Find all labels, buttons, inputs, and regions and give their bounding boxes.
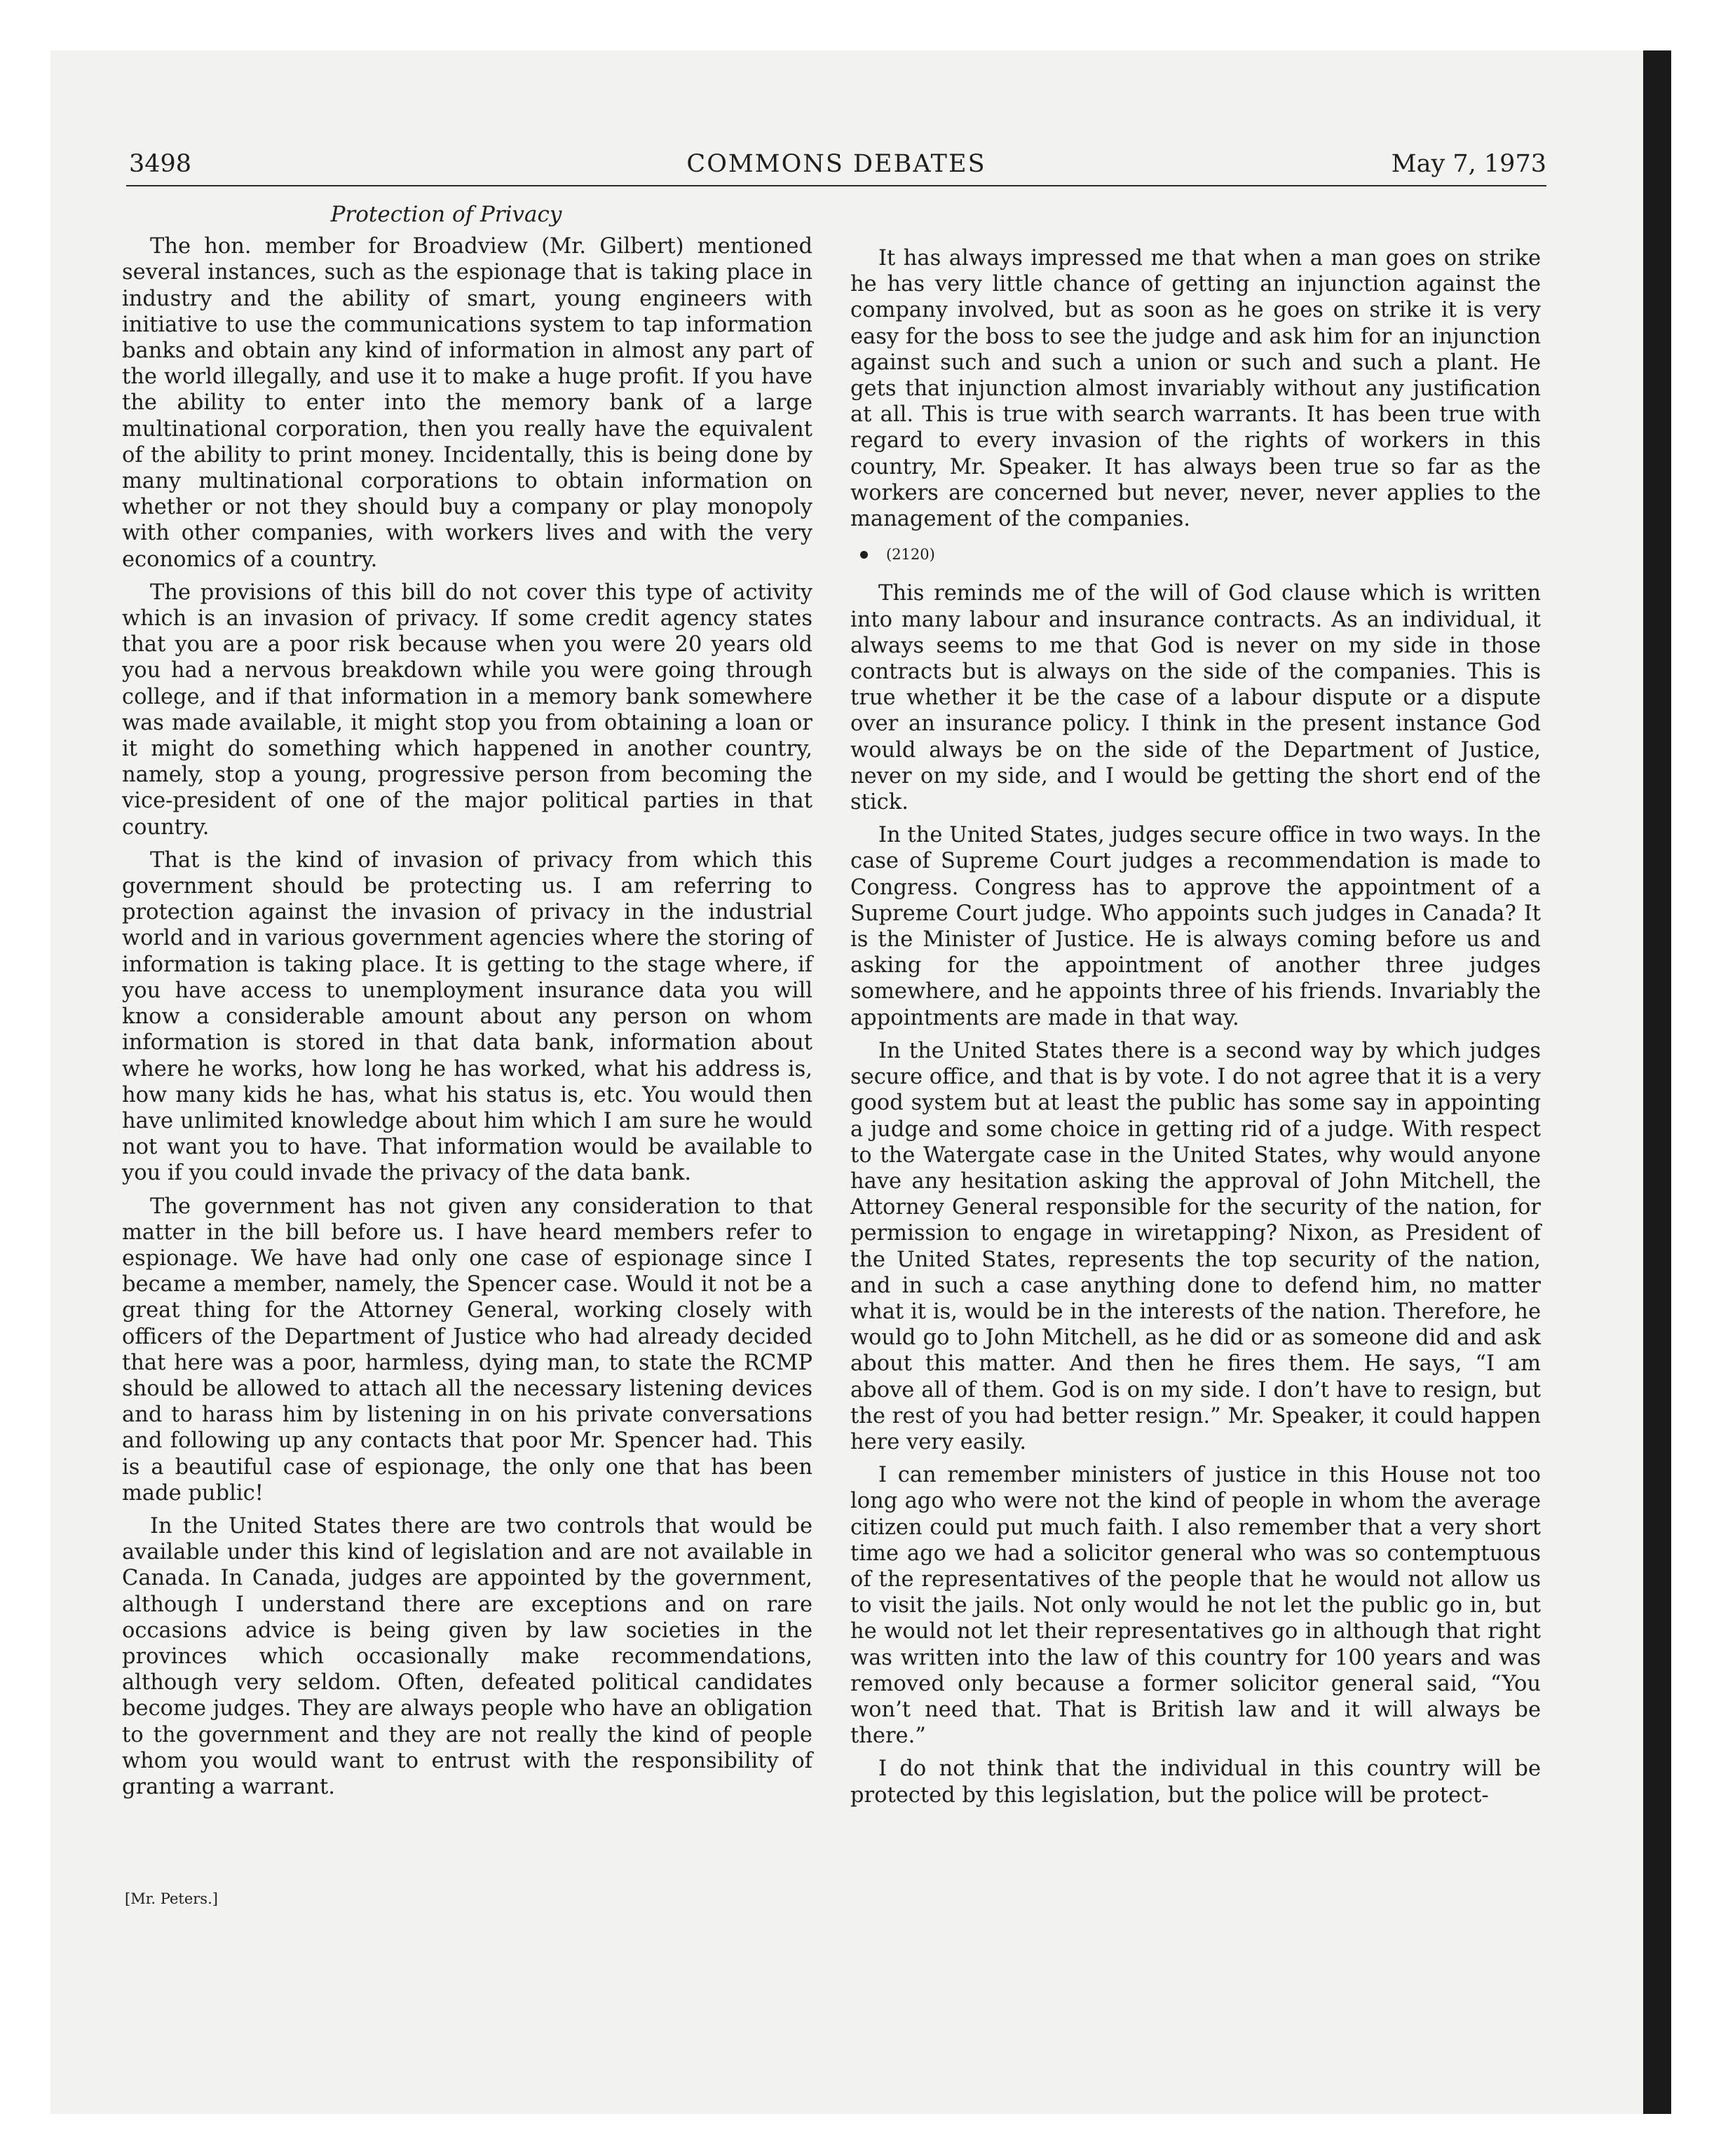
paragraph: I can remember ministers of justice in this House not too long ago who were not the kind of people in whom the average citizen could put much faith. I also remember that a very short time ago we had a solicitor general who was so contemptuous of the representatives of the people that he would not allow us to visit the jails. Not only would he not let the public go in, but he would not let their representatives go in although that right was written into the law of this country for 100 years and was removed only because a former solicitor general said, “You won’t need that. That is British law and it will always be there.” xyxy=(850,1463,1541,1749)
page-date: May 7, 1973 xyxy=(1391,150,1546,178)
paragraph: I do not think that the individual in this country will be protected by this legislation, but the police will be protect- xyxy=(850,1756,1541,1808)
page-header xyxy=(126,150,1546,186)
time-marker xyxy=(850,542,1541,568)
bullet-icon xyxy=(860,551,868,559)
paragraph: The government has not given any consideration to that matter in the bill before us. I have heard members refer to espionage. We have had only one case of espionage since I became a member, namely, the Spencer case. Would it not be a great thing for the Attorney General, working closely with officers of the Department of Justice who had already decided that here was a poor, harmless, dying man, to state the RCMP should be allowed to attach all the necessary listening devices and to harass him by listening in on his private conversations and following up any contacts that poor Mr. Spencer had. This is a beautiful case of espionage, the only one that has been made public! xyxy=(122,1194,812,1506)
paragraph: The hon. member for Broadview (Mr. Gilbert) mentioned several instances, such as the espionage that is taking place in industry and the ability of smart, young engineers with initiative to use the communications system to tap information banks and obtain any kind of information in almost any part of the world illegally, and use it to make a huge profit. If you have the ability to enter into the memory bank of a large multinational corporation, then you really have the equivalent of the ability to print money. Incidentally, this is being done by many multinational corporations to obtain information on whether or not they should buy a company or play monopoly with other companies, with workers lives and with the very economics of a country. xyxy=(122,234,812,572)
page-number: 3498 xyxy=(129,150,192,178)
paragraph: In the United States, judges secure office in two ways. In the case of Supreme Court judges a recommendation is made to Congress. Congress has to approve the appointment of a Supreme Court judge. Who appoints such judges in Canada? It is the Minister of Justice. He is always coming before us and asking for the appointment of another three judges somewhere, and he appoints three of his friends. Invariably the appointments are made in that way. xyxy=(850,823,1541,1030)
left-column xyxy=(122,202,812,1807)
right-column xyxy=(850,245,1541,1815)
scan-edge-shadow xyxy=(1643,50,1671,2114)
paragraph: In the United States there are two controls that would be available under this kind of legislation and are not available in Canada. In Canada, judges are appointed by the government, although I understand there are exceptions and on rare occasions advice is being given by law societies in the provinces which occasionally make recommendations, although very seldom. Often, defeated political candidates become judges. They are always people who have an obligation to the government and they are not really the kind of people whom you would want to entrust with the responsibility of granting a warrant. xyxy=(122,1513,812,1799)
time-marker-text: (2120) xyxy=(886,546,935,564)
paragraph: That is the kind of invasion of privacy from which this government should be protecting us. I am referring to protection against the invasion of privacy in the industrial world and in various government agencies where the storing of information is taking place. It is getting to the stage where, if you have access to unemployment insurance data you will know a considerable amount about any person on whom information is stored in that data bank, information about where he works, how long he has worked, what his address is, how many kids he has, what his status is, etc. You would then have unlimited knowledge about him which I am sure he would not want you to have. That information would be available to you if you could invade the privacy of the data bank. xyxy=(122,847,812,1186)
paragraph: The provisions of this bill do not cover this type of activity which is an invasion of privacy. If some credit agency states that you are a poor risk because when you were 20 years old you had a nervous breakdown while you were going through college, and if that information in a memory bank somewhere was made available, it might stop you from obtaining a loan or it might do something which happened in another country, namely, stop a young, progressive person from becoming the vice-president of one of the major political parties in that country. xyxy=(122,580,812,840)
speaker-tag: [Mr. Peters.] xyxy=(125,1890,218,1907)
section-title: Protection of Privacy xyxy=(330,202,562,227)
paragraph: It has always impressed me that when a man goes on strike he has very little chance of getting an injunction against the company involved, but as soon as he goes on strike it is very easy for the boss to see the judge and ask him for an injunction against such and such a union or such and such a plant. He gets that injunction almost invariably without any justification at all. This is true with search warrants. It has been true with regard to every invasion of the rights of workers in this country, Mr. Speaker. It has always been true so far as the workers are concerned but never, never, never applies to the management of the companies. xyxy=(850,246,1541,532)
paragraph: This reminds me of the will of God clause which is written into many labour and insurance contracts. As an individual, it always seems to me that God is never on my side in those contracts but is always on the side of the companies. This is true whether it be the case of a labour dispute or a dispute over an insurance policy. I think in the present instance God would always be on the side of the Department of Justice, never on my side, and I would be getting the short end of the stick. xyxy=(850,581,1541,815)
publication-title: COMMONS DEBATES xyxy=(686,150,986,178)
paragraph: In the United States there is a second way by which judges secure office, and that is by vote. I do not agree that it is a very good system but at least the public has some say in appointing a judge and some choice in getting rid of a judge. With respect to the Watergate case in the United States, why would anyone have any hesitation asking the approval of John Mitchell, the Attorney General responsible for the security of the nation, for permission to engage in wiretapping? Nixon, as President of the United States, represents the top security of the nation, and in such a case anything done to defend him, no matter what it is, would be in the interests of the nation. Therefore, he would go to John Mitchell, as he did or as someone did and ask about this matter. And then he fires them. He says, “I am above all of them. God is on my side. I don’t have to resign, but the rest of you had better resign.” Mr. Speaker, it could happen here very easily. xyxy=(850,1038,1541,1454)
